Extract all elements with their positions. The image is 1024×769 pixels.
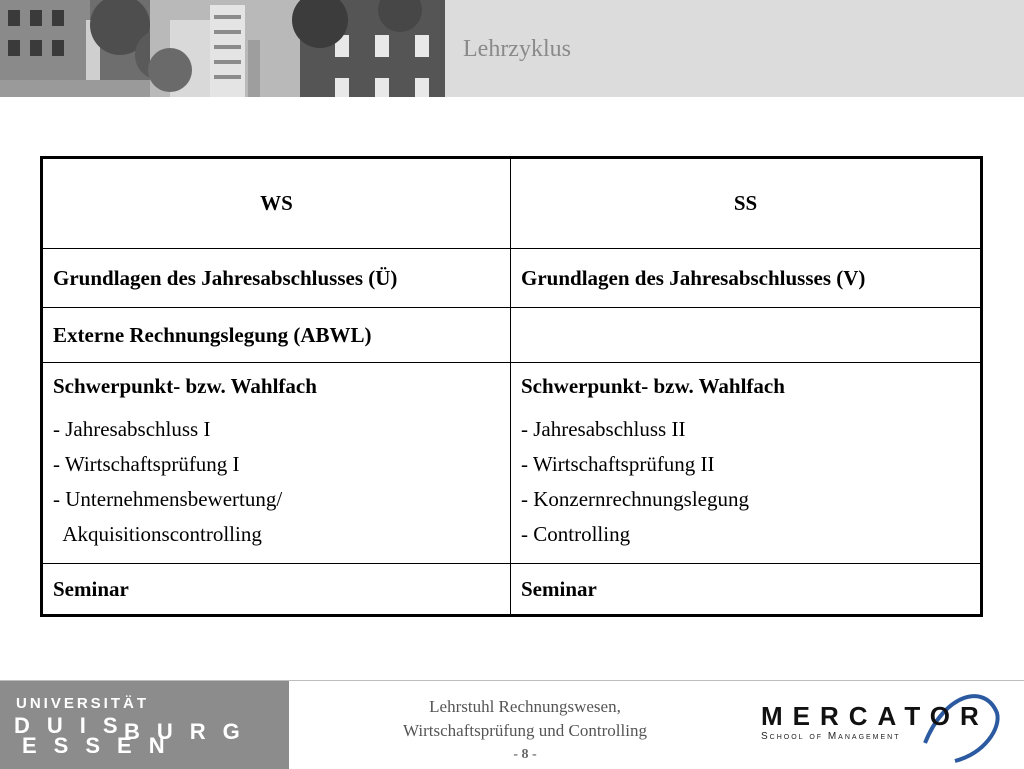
university-burg: BURG (124, 719, 257, 744)
table-row (42, 363, 982, 564)
focus-heading: Schwerpunkt- bzw. Wahlfach (53, 374, 317, 398)
cell-focus-ss (511, 363, 982, 564)
mercator-subtitle: School of Management (761, 731, 901, 742)
focus-heading: Schwerpunkt- bzw. Wahlfach (521, 374, 785, 398)
column-header-ss: SS (511, 158, 982, 249)
list-item: - Unternehmensbewertung/ (53, 487, 283, 511)
campus-photo (0, 0, 445, 97)
cell-seminar-ws: Seminar (42, 564, 511, 616)
focus-list-ws (53, 412, 500, 552)
slide-header (0, 0, 1024, 97)
table-header-row (42, 158, 982, 249)
cell-seminar-ss: Seminar (511, 564, 982, 616)
chair-name (360, 695, 690, 767)
page-number: - 8 - (513, 747, 537, 762)
table-row (42, 249, 982, 308)
chair-line-2: Wirtschaftsprüfung und Controlling (403, 721, 647, 740)
table-row (42, 564, 982, 616)
list-item: - Jahresabschluss I (53, 417, 211, 441)
cell-external-ss (511, 308, 982, 363)
list-item: - Jahresabschluss II (521, 417, 686, 441)
chair-line-1: Lehrstuhl Rechnungswesen, (429, 697, 621, 716)
university-essen: ESSEN (22, 733, 182, 758)
list-item: - Controlling (521, 522, 631, 546)
mercator-name: MERCATOR (761, 701, 989, 731)
list-item: - Wirtschaftsprüfung II (521, 452, 715, 476)
slide-title: Lehrzyklus (463, 36, 571, 62)
cell-basic-ws: Grundlagen des Jahresabschlusses (Ü) (42, 249, 511, 308)
list-item: - Konzernrechnungslegung (521, 487, 750, 511)
list-item: Akquisitionscontrolling (53, 522, 262, 546)
table-row (42, 308, 982, 363)
column-header-ws: WS (42, 158, 511, 249)
list-item: - Wirtschaftsprüfung I (53, 452, 240, 476)
university-logo (0, 681, 289, 769)
university-label: UNIVERSITÄT (16, 695, 150, 712)
course-cycle-table (40, 156, 980, 617)
slide-footer (0, 680, 1024, 769)
cell-focus-ws (42, 363, 511, 564)
cell-external-ws: Externe Rechnungslegung (ABWL) (42, 308, 511, 363)
university-duis: DUIS (14, 713, 135, 738)
cell-basic-ss: Grundlagen des Jahresabschlusses (V) (511, 249, 982, 308)
mercator-logo (755, 681, 1015, 769)
focus-list-ss (521, 412, 970, 552)
